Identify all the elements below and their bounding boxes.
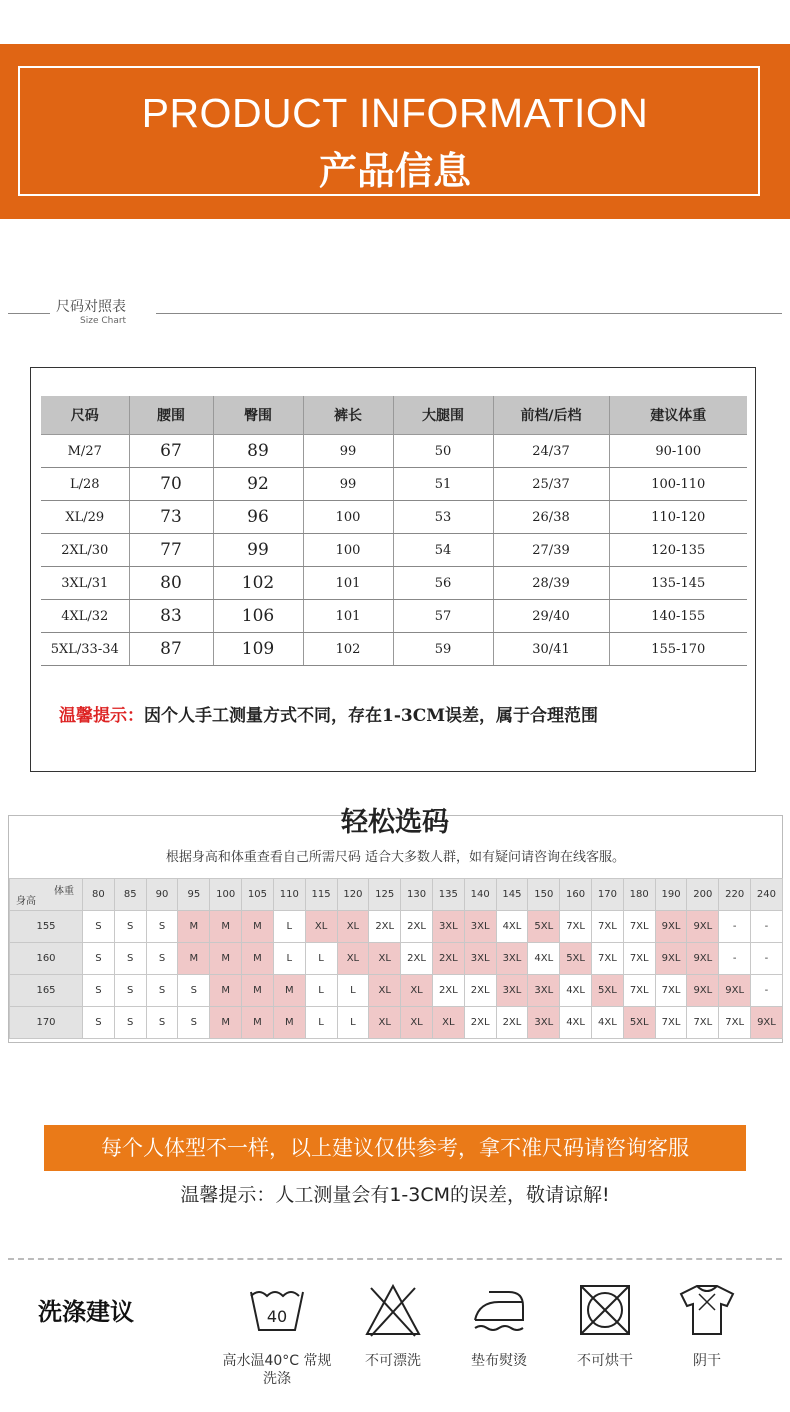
size-recommendation-cell: 9XL — [655, 911, 687, 943]
wash-40-icon — [247, 1282, 307, 1338]
size-table-cell: 26/38 — [493, 501, 609, 534]
size-recommendation-cell: M — [178, 911, 210, 943]
wash-item — [652, 1282, 762, 1370]
wash-item — [550, 1282, 660, 1370]
size-table-cell: 56 — [393, 567, 493, 600]
advice-banner: 每个人体型不一样，以上建议仅供参考，拿不准尺码请咨询客服 — [44, 1125, 746, 1171]
size-table-cell: 110-120 — [609, 501, 747, 534]
weight-header-cell: 135 — [432, 879, 464, 911]
size-table-cell: 24/37 — [493, 435, 609, 468]
size-table-cell: 89 — [213, 435, 303, 468]
size-table-cell: 53 — [393, 501, 493, 534]
note-text: 因个人手工测量方式不同，存在1-3CM误差，属于合理范围 — [144, 706, 599, 726]
size-recommendation-cell: M — [210, 943, 242, 975]
size-table-cell: 70 — [129, 468, 213, 501]
size-table-cell: 25/37 — [493, 468, 609, 501]
size-table-cell: 2XL/30 — [41, 534, 129, 567]
heading-divider-left — [8, 313, 50, 314]
size-table-header-cell: 裤长 — [303, 396, 393, 435]
size-recommendation-cell: L — [273, 943, 305, 975]
size-table-header — [41, 396, 747, 435]
size-recommendation-cell: 5XL — [592, 975, 624, 1007]
size-table-cell: 99 — [303, 435, 393, 468]
height-header-cell: 160 — [10, 943, 83, 975]
size-recommendation-cell: 9XL — [687, 911, 719, 943]
size-recommendation-cell: 3XL — [528, 1007, 560, 1039]
size-recommendation-cell: 5XL — [528, 911, 560, 943]
size-recommendation-cell: S — [114, 911, 146, 943]
size-recommendation-cell: 3XL — [464, 943, 496, 975]
size-table-cell: M/27 — [41, 435, 129, 468]
size-recommendation-cell: 7XL — [623, 975, 655, 1007]
size-recommendation-cell: M — [210, 1007, 242, 1039]
size-recommendation-cell: XL — [337, 911, 369, 943]
size-recommendation-cell: - — [751, 943, 783, 975]
size-recommendation-cell: 3XL — [464, 911, 496, 943]
size-table-cell: 140-155 — [609, 600, 747, 633]
weight-header-cell: 100 — [210, 879, 242, 911]
size-recommendation-cell: M — [178, 943, 210, 975]
size-recommendation-cell: L — [337, 975, 369, 1007]
size-recommendation-cell: XL — [369, 943, 401, 975]
size-recommendation-cell: 4XL — [560, 1007, 592, 1039]
size-table-cell: 100 — [303, 501, 393, 534]
weight-header-cell: 220 — [719, 879, 751, 911]
weight-header-cell: 130 — [401, 879, 433, 911]
wash-item — [338, 1282, 448, 1370]
size-recommendation-cell: S — [83, 943, 115, 975]
size-table-cell: 120-135 — [609, 534, 747, 567]
size-table-row — [41, 534, 747, 567]
size-recommendation-cell: 4XL — [496, 911, 528, 943]
size-table-header-cell: 尺码 — [41, 396, 129, 435]
dashed-divider — [8, 1258, 782, 1260]
banner-title-en: PRODUCT INFORMATION — [141, 90, 649, 136]
size-recommendation-cell: L — [273, 911, 305, 943]
size-recommendation-cell: M — [273, 1007, 305, 1039]
size-table-row — [41, 501, 747, 534]
size-recommendation-cell: 7XL — [592, 911, 624, 943]
size-recommendation-cell: M — [242, 975, 274, 1007]
size-recommendation-cell: 7XL — [560, 911, 592, 943]
size-recommendation-cell: - — [751, 911, 783, 943]
size-recommendation-cell: L — [305, 1007, 337, 1039]
wash-temp: 40 — [266, 1307, 288, 1326]
size-recommendation-cell: 7XL — [687, 1007, 719, 1039]
iron-with-cloth-icon — [469, 1282, 529, 1338]
size-table-note — [59, 701, 598, 726]
size-chart-title: 尺码对照表 — [56, 299, 126, 315]
size-recommendation-cell: - — [751, 975, 783, 1007]
size-recommendation-cell: S — [146, 1007, 178, 1039]
size-recommendation-cell: S — [114, 943, 146, 975]
size-recommendation-cell: 7XL — [655, 1007, 687, 1039]
quick-select-row — [10, 943, 783, 975]
size-table-header-cell: 臀围 — [213, 396, 303, 435]
size-recommendation-cell: S — [114, 975, 146, 1007]
no-bleach-icon — [363, 1282, 423, 1338]
size-recommendation-cell: 2XL — [464, 1007, 496, 1039]
size-table-cell: 101 — [303, 600, 393, 633]
size-table-header-cell: 大腿围 — [393, 396, 493, 435]
size-recommendation-cell: S — [146, 911, 178, 943]
quick-select-corner — [10, 879, 83, 911]
size-table-row — [41, 600, 747, 633]
size-recommendation-cell: 2XL — [432, 975, 464, 1007]
size-table-cell: 54 — [393, 534, 493, 567]
size-recommendation-cell: 2XL — [401, 943, 433, 975]
size-recommendation-cell: XL — [401, 1007, 433, 1039]
size-recommendation-cell: L — [337, 1007, 369, 1039]
size-table-header-cell: 前档/后档 — [493, 396, 609, 435]
size-recommendation-cell: XL — [432, 1007, 464, 1039]
size-table-row — [41, 468, 747, 501]
size-recommendation-cell: 7XL — [623, 943, 655, 975]
height-header-cell: 155 — [10, 911, 83, 943]
size-chart-subtitle: Size Chart — [80, 316, 127, 326]
wash-item — [222, 1282, 332, 1388]
size-recommendation-cell: M — [242, 1007, 274, 1039]
size-table-cell: 155-170 — [609, 633, 747, 666]
size-recommendation-cell: 3XL — [496, 975, 528, 1007]
quick-select-table — [9, 878, 783, 1039]
size-table-cell: 3XL/31 — [41, 567, 129, 600]
size-table — [41, 396, 747, 666]
weight-header-cell: 105 — [242, 879, 274, 911]
size-recommendation-cell: S — [83, 1007, 115, 1039]
quick-select-header — [10, 879, 783, 911]
size-recommendation-cell: M — [210, 911, 242, 943]
size-table-cell: 59 — [393, 633, 493, 666]
size-table-cell: XL/29 — [41, 501, 129, 534]
shade-dry-label: 阴干 — [693, 1353, 721, 1369]
quick-select-row — [10, 975, 783, 1007]
size-table-cell: 4XL/32 — [41, 600, 129, 633]
size-table-cell: 101 — [303, 567, 393, 600]
no-tumble-dry-icon — [575, 1282, 635, 1338]
weight-header-cell: 180 — [623, 879, 655, 911]
size-table-cell: 5XL/33-34 — [41, 633, 129, 666]
size-recommendation-cell: 4XL — [592, 1007, 624, 1039]
size-recommendation-cell: XL — [401, 975, 433, 1007]
weight-header-cell: 85 — [114, 879, 146, 911]
size-table-cell: 50 — [393, 435, 493, 468]
weight-header-cell: 90 — [146, 879, 178, 911]
size-table-cell: 83 — [129, 600, 213, 633]
weight-header-cell: 120 — [337, 879, 369, 911]
size-table-cell: 87 — [129, 633, 213, 666]
size-recommendation-cell: 2XL — [464, 975, 496, 1007]
wash-title: 洗涤建议 — [38, 1298, 134, 1326]
banner-title-zh: 产品信息 — [318, 149, 471, 193]
weight-header-cell: 160 — [560, 879, 592, 911]
size-table-box — [30, 367, 756, 772]
quick-select-title: 轻松选码 — [341, 807, 449, 838]
size-recommendation-cell: 9XL — [687, 943, 719, 975]
size-recommendation-cell: L — [305, 943, 337, 975]
weight-header-cell: 125 — [369, 879, 401, 911]
size-table-cell: 106 — [213, 600, 303, 633]
weight-header-cell: 240 — [751, 879, 783, 911]
size-recommendation-cell: S — [83, 911, 115, 943]
quick-select-row — [10, 1007, 783, 1039]
size-recommendation-cell: S — [178, 975, 210, 1007]
quick-select-description: 根据身高和体重查看自己所需尺码 适合大多数人群，如有疑问请咨询在线客服。 — [165, 850, 626, 865]
size-table-cell: 28/39 — [493, 567, 609, 600]
size-table-cell: 90-100 — [609, 435, 747, 468]
size-recommendation-cell: XL — [369, 1007, 401, 1039]
weight-header-cell: 170 — [592, 879, 624, 911]
size-table-cell: 51 — [393, 468, 493, 501]
heading-divider-right — [156, 313, 782, 314]
size-recommendation-cell: 2XL — [369, 911, 401, 943]
size-recommendation-cell: M — [210, 975, 242, 1007]
size-table-cell: 73 — [129, 501, 213, 534]
size-recommendation-cell: 3XL — [432, 911, 464, 943]
size-recommendation-cell: S — [146, 943, 178, 975]
size-recommendation-cell: 7XL — [719, 1007, 751, 1039]
no-tumble-dry-label: 不可烘干 — [577, 1353, 633, 1369]
size-recommendation-cell: S — [146, 975, 178, 1007]
corner-height-label: 身高 — [16, 896, 36, 907]
header-banner — [0, 44, 790, 219]
quick-select-row — [10, 911, 783, 943]
size-table-row — [41, 567, 747, 600]
size-table-cell: 92 — [213, 468, 303, 501]
size-recommendation-cell: S — [178, 1007, 210, 1039]
size-table-cell: 57 — [393, 600, 493, 633]
size-recommendation-cell: 9XL — [655, 943, 687, 975]
quick-select-box — [8, 815, 783, 1043]
size-table-cell: 135-145 — [609, 567, 747, 600]
size-table-cell: 102 — [213, 567, 303, 600]
size-table-cell: 99 — [303, 468, 393, 501]
size-recommendation-cell: - — [719, 943, 751, 975]
size-recommendation-cell: M — [273, 975, 305, 1007]
size-table-cell: 67 — [129, 435, 213, 468]
size-recommendation-cell: 3XL — [528, 975, 560, 1007]
size-recommendation-cell: M — [242, 911, 274, 943]
size-table-cell: 27/39 — [493, 534, 609, 567]
wash-label: 高水温40°C 常规洗涤 — [222, 1353, 332, 1387]
size-recommendation-cell: 2XL — [401, 911, 433, 943]
size-table-cell: 96 — [213, 501, 303, 534]
weight-header-cell: 115 — [305, 879, 337, 911]
size-recommendation-cell: 4XL — [560, 975, 592, 1007]
weight-header-cell: 200 — [687, 879, 719, 911]
weight-header-cell: 140 — [464, 879, 496, 911]
size-recommendation-cell: 9XL — [719, 975, 751, 1007]
corner-weight-label: 体重 — [54, 886, 74, 897]
size-recommendation-cell: 7XL — [592, 943, 624, 975]
size-recommendation-cell: XL — [369, 975, 401, 1007]
size-recommendation-cell: M — [242, 943, 274, 975]
height-header-cell: 165 — [10, 975, 83, 1007]
size-recommendation-cell: 2XL — [496, 1007, 528, 1039]
height-header-cell: 170 — [10, 1007, 83, 1039]
size-table-cell: 80 — [129, 567, 213, 600]
size-table-row — [41, 633, 747, 666]
size-table-cell: 100-110 — [609, 468, 747, 501]
size-table-cell: 77 — [129, 534, 213, 567]
weight-header-cell: 150 — [528, 879, 560, 911]
size-recommendation-cell: 7XL — [623, 911, 655, 943]
size-table-cell: 102 — [303, 633, 393, 666]
measurement-tip: 温馨提示：人工测量会有1-3CM的误差，敬请谅解! — [180, 1184, 610, 1206]
size-recommendation-cell: 7XL — [655, 975, 687, 1007]
size-table-cell: 109 — [213, 633, 303, 666]
size-table-cell: 30/41 — [493, 633, 609, 666]
size-recommendation-cell: 4XL — [528, 943, 560, 975]
size-recommendation-cell: 9XL — [751, 1007, 783, 1039]
size-table-header-cell: 建议体重 — [609, 396, 747, 435]
size-recommendation-cell: S — [83, 975, 115, 1007]
size-recommendation-cell: 5XL — [560, 943, 592, 975]
size-table-cell: 100 — [303, 534, 393, 567]
no-bleach-label: 不可漂洗 — [365, 1353, 421, 1369]
size-recommendation-cell: XL — [337, 943, 369, 975]
shade-dry-icon — [677, 1282, 737, 1338]
iron-label: 垫布熨烫 — [471, 1353, 527, 1369]
weight-header-cell: 190 — [655, 879, 687, 911]
size-recommendation-cell: - — [719, 911, 751, 943]
wash-item — [444, 1282, 554, 1370]
size-recommendation-cell: S — [114, 1007, 146, 1039]
size-recommendation-cell: L — [305, 975, 337, 1007]
size-table-cell: L/28 — [41, 468, 129, 501]
size-table-cell: 99 — [213, 534, 303, 567]
size-recommendation-cell: XL — [305, 911, 337, 943]
size-recommendation-cell: 3XL — [496, 943, 528, 975]
size-recommendation-cell: 2XL — [432, 943, 464, 975]
weight-header-cell: 80 — [83, 879, 115, 911]
size-recommendation-cell: 9XL — [687, 975, 719, 1007]
weight-header-cell: 110 — [273, 879, 305, 911]
size-table-header-cell: 腰围 — [129, 396, 213, 435]
size-recommendation-cell: 5XL — [623, 1007, 655, 1039]
size-table-row — [41, 435, 747, 468]
weight-header-cell: 95 — [178, 879, 210, 911]
weight-header-cell: 145 — [496, 879, 528, 911]
size-table-cell: 29/40 — [493, 600, 609, 633]
note-label: 温馨提示： — [59, 706, 144, 726]
